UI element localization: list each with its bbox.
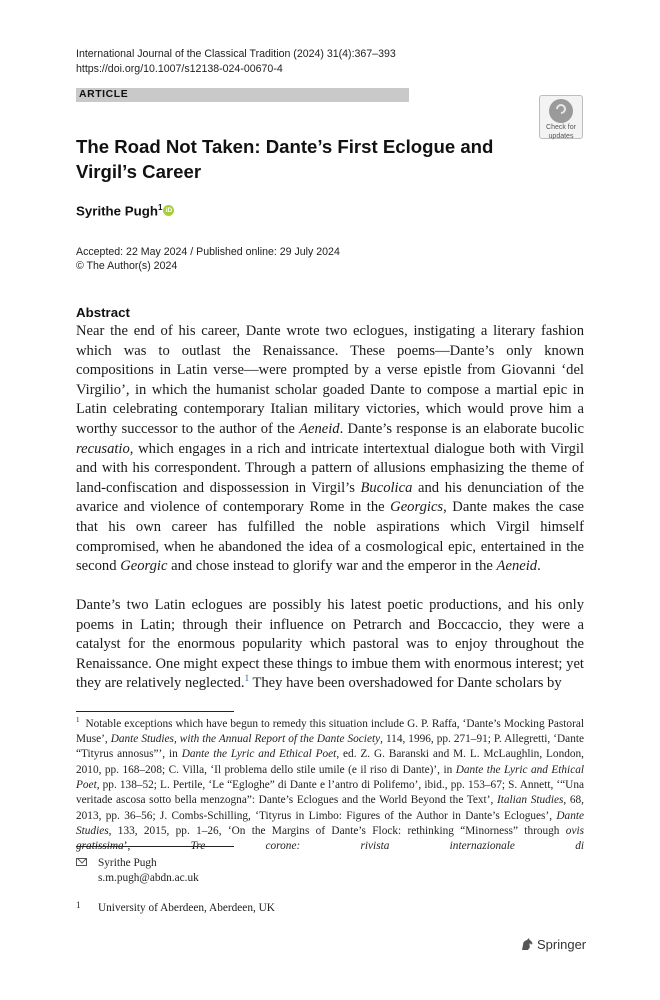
text-run: Notable exceptions which have begun to remedy this situation include G. P. Raffa, ‘Dante’s Mocking Pastoral Muse’, <box>76 717 584 746</box>
text-run: and his denunciation of the avarice and violence of contemporary Rome in the <box>76 479 584 516</box>
italic-text: Dante the Lyric and Ethical Poet <box>76 763 585 791</box>
journal-header <box>76 47 396 77</box>
affiliation-text: University of Aberdeen, Aberdeen, UK <box>98 902 275 914</box>
text-run: , 114, 1996, pp. 271–91; P. Allegretti, ‘Dante “Tityrus annosus”’, in <box>76 733 585 761</box>
publisher-logo <box>520 937 586 952</box>
orcid-icon[interactable]: iD <box>163 205 174 216</box>
italic-text: Dante Studies, with the Annual Report of the Dante Society <box>110 733 381 746</box>
abstract-body <box>76 322 584 577</box>
correspondence-email[interactable]: s.m.pugh@abdn.ac.uk <box>98 872 199 884</box>
affiliation-number: 1 <box>76 900 81 910</box>
check-for-updates-badge[interactable] <box>539 95 583 139</box>
body-paragraph <box>76 596 584 694</box>
author-affiliation-mark[interactable]: 1 <box>158 203 163 212</box>
text-run: and chose instead to glorify war and the emperor in the <box>167 558 497 575</box>
footnote-text <box>76 718 584 852</box>
correspondence-divider <box>76 846 234 847</box>
author-line <box>76 203 174 218</box>
footnote-number: 1 <box>76 716 80 724</box>
italic-text: Tre corone: rivista internazionale di <box>190 840 584 853</box>
springer-horse-icon <box>520 938 534 951</box>
italic-text: Dante Studies <box>76 809 584 837</box>
footnote-divider <box>76 711 234 712</box>
italic-text: Georgic <box>120 558 168 575</box>
footnote <box>76 713 584 854</box>
abstract-heading: Abstract <box>76 305 130 320</box>
correspondence-name: Syrithe Pugh <box>98 857 157 869</box>
footnote-reference[interactable]: 1 <box>244 673 250 684</box>
body-text-after-note: They have been overshadowed for Dante scholars by <box>249 675 562 692</box>
text-run: . <box>537 558 541 575</box>
check-updates-line2: updates <box>548 132 574 140</box>
article-type-bar: ARTICLE <box>76 88 409 102</box>
italic-text: Georgics <box>390 499 444 516</box>
affiliation <box>76 900 275 914</box>
body-text-before-note: Dante’s two Latin eclogues are possibly his latest poetic productions, and his only poems in Latin; through their influence on Petrarch and Boccaccio, they were a catalyst for the enormous popularity which pastoral was to enjoy throughout the Renaissance. One might expect these things to imbue them with enormous interest; yet they are relatively neglected. <box>76 597 584 692</box>
check-updates-line1: Check for <box>546 124 576 131</box>
journal-citation: International Journal of the Classical Tradition (2024) 31(4):367–393 <box>76 48 396 60</box>
text-run: Near the end of his career, Dante wrote two eclogues, instigating a literary fashion which was to outlast the Renaissance. These poems—Dante’s only known compositions in Latin verse—were prompted by a verse epistle from Giovanni ‘del Virgilio’, in which the humanist scholar goaded Dante to compose a martial epic in Latin celebrating contemporary Italian military victories, which would prove him a worthy successor to the author of the <box>76 323 584 437</box>
italic-text: Aeneid <box>299 420 340 437</box>
italic-text: Bucolica <box>360 479 413 496</box>
update-check-icon <box>549 99 573 123</box>
author-name[interactable]: Syrithe Pugh <box>76 203 159 219</box>
accepted-published-dates: Accepted: 22 May 2024 / Published online: 29 July 2024 <box>76 246 340 258</box>
text-run: ’, <box>123 840 191 853</box>
publisher-name: Springer <box>537 937 587 952</box>
text-run: , which engages in a rich and intricate intertextual dialogue both with Virgil and with his correspondent. Through a pattern of allusions emphasizing the theme of land-confiscation and dispossession in Virgil’s <box>76 440 584 496</box>
text-run: , 133, 2015, pp. 1–26, ‘On the Margins of Dante’s Flock: rethinking “Minorness” through <box>108 824 566 837</box>
italic-text: Dante the Lyric and Ethical Poet <box>181 748 337 761</box>
text-run: , 68, 2013, pp. 36–56; J. Combs-Schilling, ‘Tityrus in Limbo: Figures of the Author in Dante’s Eclogues’, <box>76 794 584 822</box>
text-run: . Dante’s response is an elaborate bucolic <box>339 420 584 437</box>
publication-dates <box>76 245 340 273</box>
italic-text: recusatio <box>76 440 130 457</box>
article-title: The Road Not Taken: Dante’s First Eclogue and Virgil’s Career <box>76 136 494 182</box>
italic-text: ovis gratissima <box>76 824 584 853</box>
italic-text: Italian Studies <box>496 794 564 807</box>
envelope-icon <box>76 858 87 866</box>
copyright-line: © The Author(s) 2024 <box>76 260 178 272</box>
text-run: , Dante makes the case that his own career has fulfilled the noble aspirations which Virgil himself compromised, when he abandoned the idea of a cosmological epic, entertained in the second <box>76 499 584 575</box>
text-run: , pp. 138–52; L. Pertile, ‘Le “Egloghe” di Dante e l’antro di Polifemo’, ibid., pp. 153–67; S. Annett, ‘“Una veritade ascosa sotto bella menzogna”: Dante’s Eclogues and the World Beyond the Text’, <box>76 778 584 807</box>
doi-link[interactable]: https://doi.org/10.1007/s12138-024-00670-4 <box>76 63 283 75</box>
italic-text: Aeneid <box>496 558 538 575</box>
text-run: , ed. Z. G. Baranski and M. L. McLaughlin, London, 2010, pp. 168–208; C. Villa, ‘Il problema dello stile umile (e il riso di Dante)’, in <box>76 748 584 776</box>
